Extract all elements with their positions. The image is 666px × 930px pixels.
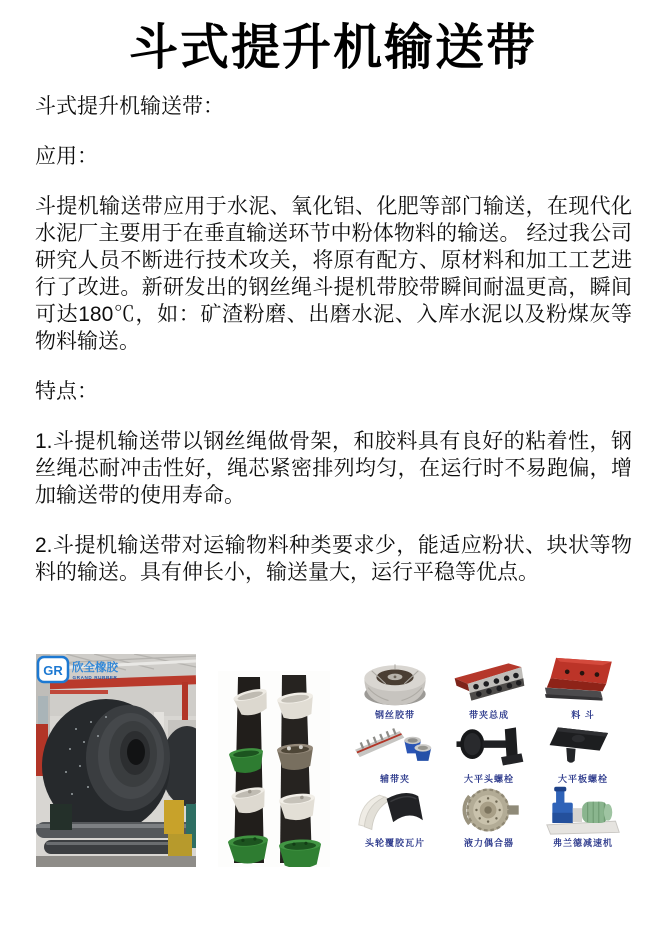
flat-head-bolt-image — [445, 720, 533, 772]
aux-belt-clamp-image — [351, 720, 439, 772]
flender-reducer-image — [539, 784, 627, 836]
belt-roll-photo-image — [36, 654, 196, 867]
product-item[interactable] — [442, 656, 536, 720]
steel-cord-belt-image — [351, 656, 439, 708]
image-gallery — [36, 654, 630, 867]
body-text — [35, 93, 632, 586]
elevator-buckets-photo — [218, 671, 330, 867]
feature-1-paragraph: 1.斗提机输送带以钢丝绳做骨架，和胶料具有良好的粘着性，钢丝绳芯耐冲击性好，绳芯紧密排列均匀，在运行时不易跑偏，增加输送带的使用寿命。 — [35, 430, 632, 508]
bucket-green-3 — [279, 839, 322, 867]
product-label: 带夹总成 — [468, 710, 509, 720]
elevator-buckets-image — [218, 671, 330, 867]
product-item[interactable] — [536, 784, 630, 848]
product-label: 辅带夹 — [379, 774, 410, 784]
hopper-image — [539, 656, 627, 708]
product-label: 液力偶合器 — [463, 838, 514, 848]
logo-monogram: GR — [43, 663, 63, 678]
product-label: 钢丝胶带 — [374, 710, 415, 720]
product-item[interactable] — [536, 720, 630, 784]
fluid-coupling-image — [445, 784, 533, 836]
product-item[interactable] — [442, 784, 536, 848]
belt-clamp-assembly-image — [445, 656, 533, 708]
application-heading: 应用： — [35, 145, 98, 169]
product-item[interactable] — [536, 656, 630, 720]
head-wheel-rubber-tile-image — [351, 784, 439, 836]
belt-roll-photo — [36, 654, 196, 867]
logo-en-text: GRAND RUBBER — [72, 675, 118, 680]
product-item[interactable] — [348, 720, 442, 784]
product-label: 头轮覆胶瓦片 — [364, 838, 425, 848]
product-item[interactable] — [442, 720, 536, 784]
flat-plate-bolt-image — [539, 720, 627, 772]
product-item[interactable] — [348, 784, 442, 848]
logo-cn-text: 欣全橡胶 — [72, 662, 118, 674]
page-title: 斗式提升机输送带 — [128, 21, 537, 75]
product-label: 料 斗 — [571, 710, 595, 720]
product-label: 弗兰德减速机 — [552, 838, 613, 848]
intro-line: 斗式提升机输送带： — [35, 95, 224, 119]
application-paragraph: 斗提机输送带应用于水泥、氧化铝、化肥等部门输送，在现代化水泥厂主要用于在垂直输送环节中粉体物料的输送。 经过我公司研究人员不断进行技术攻关，将原有配方、原材料和加工工艺进行了改进。新研发出的钢丝绳斗提机带胶带瞬间耐温更高，瞬间可达180℃，如：矿渣粉磨、出磨水泥、入库水泥以及粉煤灰等物料输送。 — [35, 195, 632, 354]
features-heading: 特点： — [35, 380, 98, 404]
feature-2-paragraph: 2.斗提机输送带对运输物料种类要求少，能适应粉状、块状等物料的输送。具有伸长小，输送量大，运行平稳等优点。 — [35, 534, 632, 585]
product-item[interactable] — [348, 656, 442, 720]
product-label: 大平头螺栓 — [463, 774, 514, 784]
clamp-cups — [404, 737, 431, 761]
accessories-grid — [348, 656, 630, 848]
product-label: 大平板螺栓 — [557, 774, 608, 784]
